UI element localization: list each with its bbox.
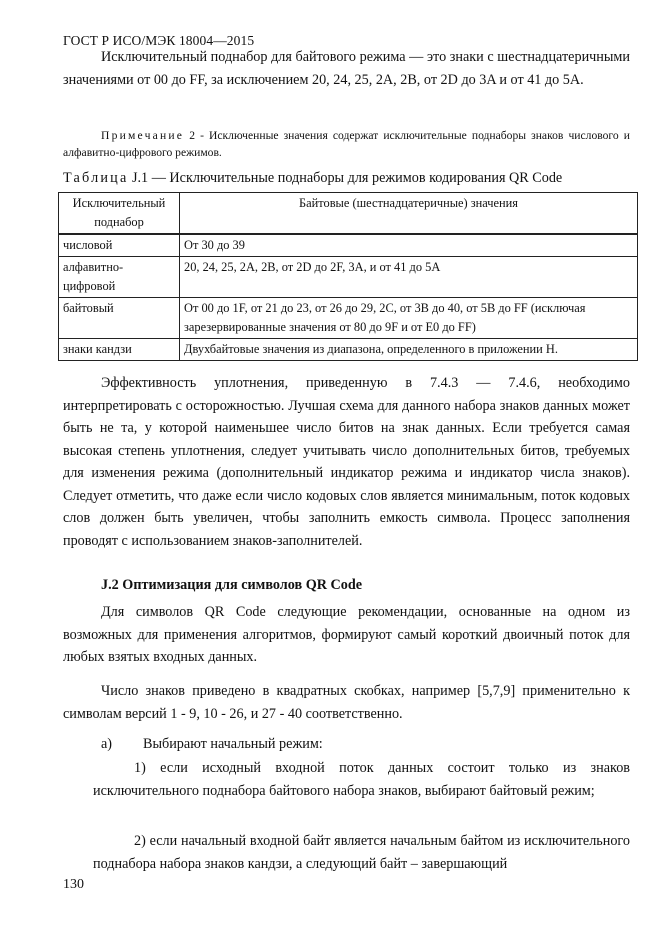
table-header-cell: Байтовые (шестнадцатеричные) значения — [180, 193, 638, 235]
sub-item-2: 2) если начальный входной байт является начальным байтом из исключительного поднабора набора знаков кандзи, а следующий байт – завершающий — [93, 833, 630, 872]
table-cell: числовой — [59, 234, 180, 257]
table-header-row — [59, 193, 638, 235]
sub-item-1: 1) если исходный входной поток данных состоит только из знаков исключительного поднабора байтового набора знаков, выбирают байтовый режим; — [93, 760, 630, 799]
table-caption-text: J.1 — Исключительные поднаборы для режимов кодирования QR Code — [128, 170, 563, 186]
note-text: 2 - Исключенные значения содержат исключительные поднаборы знаков числового и алфавитно-цифрового режимов. — [63, 129, 630, 159]
note-label: Примечание — [101, 129, 185, 142]
table-header-cell: Исключительный поднабор — [59, 193, 180, 235]
intro-paragraph: Исключительный поднабор для байтового режима — это знаки с шестнадцатеричными значениями от 00 до FF, за исключением 20, 24, 25, 2A, 2B, от 2D до 3A и от 41 до 5A. — [63, 49, 630, 88]
list-item-text: Выбирают начальный режим: — [143, 736, 323, 752]
section-heading: J.2 Оптимизация для символов QR Code — [101, 577, 363, 593]
table-row — [59, 298, 638, 339]
table-cell: От 00 до 1F, от 21 до 23, от 26 до 29, 2C, от 3B до 40, от 5B до FF (исключая зарезервированные значения от 80 до 9F и от E0 до FF) — [180, 298, 638, 339]
counts-paragraph: Число знаков приведено в квадратных скобках, например [5,7,9] применительно к символам версий 1 - 9, 10 - 26, и 27 - 40 соответственно. — [63, 683, 630, 722]
table-cell: 20, 24, 25, 2A, 2B, от 2D до 2F, 3A, и от 41 до 5A — [180, 257, 638, 298]
list-item-a — [101, 733, 323, 756]
table-caption — [63, 168, 562, 188]
table-row — [59, 234, 638, 257]
efficiency-paragraph: Эффективность уплотнения, приведенную в 7.4.3 — 7.4.6, необходимо интерпретировать с осторожностью. Лучшая схема для данного набора знаков данных может быть не та, у которой наименьшее число битов на знак данных. Если требуется самая высокая степень уплотнения, следует учитывать число дополнительных битов, требуемых для изменения режима (дополнительный индикатор режима и индикатор числа знаков). Следует отметить, что даже если число кодовых слов является минимальным, поток кодовых слов должен быть увеличен, чтобы заполнить емкость символа. Процесс заполнения проводят с использованием знаков-заполнителей. — [63, 375, 630, 549]
table-caption-label: Таблица — [63, 170, 129, 186]
exclusive-subsets-table — [58, 192, 638, 361]
table-cell: Двухбайтовые значения из диапазона, определенного в приложении H. — [180, 339, 638, 361]
table-row — [59, 257, 638, 298]
table-cell: байтовый — [59, 298, 180, 339]
recommendations-paragraph: Для символов QR Code следующие рекомендации, основанные на одном из возможных для применения алгоритмов, формируют самый короткий двоичный поток для любых взятых входных данных. — [63, 604, 630, 665]
table-row — [59, 339, 638, 361]
table-cell: От 30 до 39 — [180, 234, 638, 257]
list-marker: а) — [101, 736, 113, 752]
page-number: 130 — [63, 877, 84, 892]
table-cell: алфавитно-цифровой — [59, 257, 180, 298]
table-cell: знаки кандзи — [59, 339, 180, 361]
note — [63, 127, 630, 161]
document-header: ГОСТ Р ИСО/МЭК 18004—2015 — [63, 33, 255, 48]
